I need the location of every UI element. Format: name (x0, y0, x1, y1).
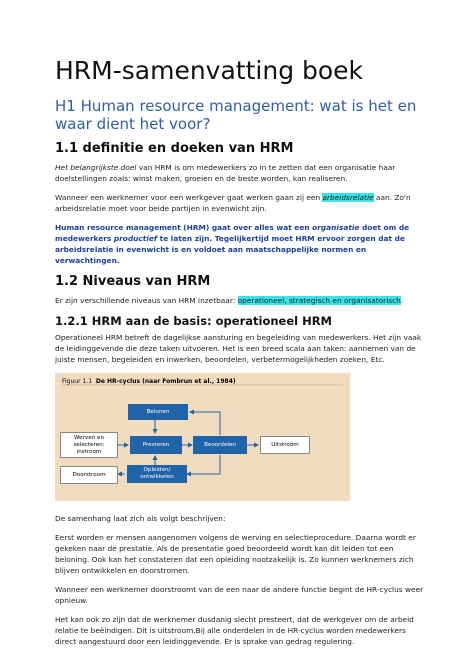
paragraph-text: te laten zijn. Tegelijkertijd moet HRM ervoor zorgen dat de arbeidsrelatie in evenwicht is en voldoet aan maatschappelijke normen en verwachtingen. (55, 234, 405, 265)
chapter-heading: H1 Human resource management: wat is het en waar dient het voor? (55, 97, 417, 133)
box-uitstroom: Uitstroom (260, 436, 310, 454)
box-belonen: Belonen (128, 404, 188, 420)
paragraph-levels (55, 295, 425, 306)
paragraph-goal (55, 162, 425, 184)
paragraph-text: Er zijn verschillende niveaus van HRM inzetbaar: (55, 296, 238, 305)
section-heading-1-2-1: 1.2.1 HRM aan de basis: operationeel HRM (55, 314, 333, 328)
paragraph-text: Human resource management (HRM) gaat over alles wat een (55, 223, 313, 232)
highlighted-levels: operationeel, strategisch en organisatorisch (237, 296, 401, 305)
paragraph-cycle-explanation: Eerst worden er mensen aangenomen volgens de werving en selectieprocedure. Daarna wordt er gekeken naar de prestatie. Als de presentatie goed beoordeeld wordt kan dit leiden tot een beloning. Ook kan het constateren dat een opleiding nootzakelijk is. Zo kunnen werknemers zich blijven ontwikkelen en doorstromen. (55, 533, 416, 575)
italic-phrase: Het belangrijkste doel (55, 163, 137, 172)
italic-term: productief (113, 234, 158, 243)
hr-cycle-figure (55, 373, 350, 501)
box-doorstroom: Doorstroom (60, 466, 118, 484)
paragraph-text: van HRM is om medewerkers zo in te zetten dat een organisatie haar doelstellingen zoals: winst maken, groeien en de beste worden, kan realiseren. (55, 163, 396, 183)
paragraph-arbeidsrelatie (55, 192, 425, 214)
page-title: HRM-samenvatting boek (55, 56, 364, 85)
paragraph-operational: Operationeel HRM betreft de dagelijkse aansturing en begeleiding van medewerkers. Het zijn vaak de leidinggevende die deze taken uitvoeren. Het is een breed scala aan taken: aannemen van de juiste mensen, begeleiden en inwerken, beoordelen, verbetermogelijkheden zoeken, Etc. (55, 333, 422, 364)
paragraph-text: aan. Zo'n arbeidsrelatie moet voor beide partijen in evenwicht zijn. (55, 193, 411, 213)
paragraph-hrm-definition (55, 222, 425, 266)
paragraph-doorstroom: Wanneer een werknemer doorstroomt van de een naar de andere functie begint de HR-cyclus weer opnieuw. (55, 585, 424, 605)
section-heading-1-2: 1.2 Niveaus van HRM (55, 274, 211, 289)
paragraph-text: . (400, 296, 404, 305)
paragraph-text: Wanneer een werknemer voor een werkgever gaat werken gaan zij een (55, 193, 323, 202)
figure-title: De HR-cyclus (naar Fombrun et al., 1984) (95, 378, 236, 385)
figure-label: Figuur 1.1 (62, 378, 93, 385)
box-beoordelen: Beoordelen (193, 436, 247, 454)
paragraph-uitstroom: Het kan ook zo zijn dat de werknemer dusdanig slecht presteert, dat de werkgever om de arbeid relatie te beëindigen. Dit is uitstroom.Bij alle onderdelen in de HR-cyclus worden medewerkers direct aangestuurd door een leidinggevende. Er is sprake van gedrag regulering. (55, 615, 414, 646)
document-content (55, 56, 425, 655)
highlighted-term: arbeidsrelatie (322, 193, 374, 202)
italic-term: organisatie (312, 223, 360, 232)
box-presteren: Presteren (130, 436, 182, 454)
section-heading-1-1: 1.1 definitie en doeken van HRM (55, 141, 294, 156)
paragraph-samenhang: De samenhang laat zich als volgt beschrijven: (55, 514, 226, 523)
box-werven: Werven en selecteren: instroom (60, 432, 118, 458)
box-opleiden: Opleiden/ ontwikkelen (127, 465, 187, 483)
figure-caption (62, 378, 236, 385)
paragraph-text: doet om de medewerkers (55, 223, 410, 243)
